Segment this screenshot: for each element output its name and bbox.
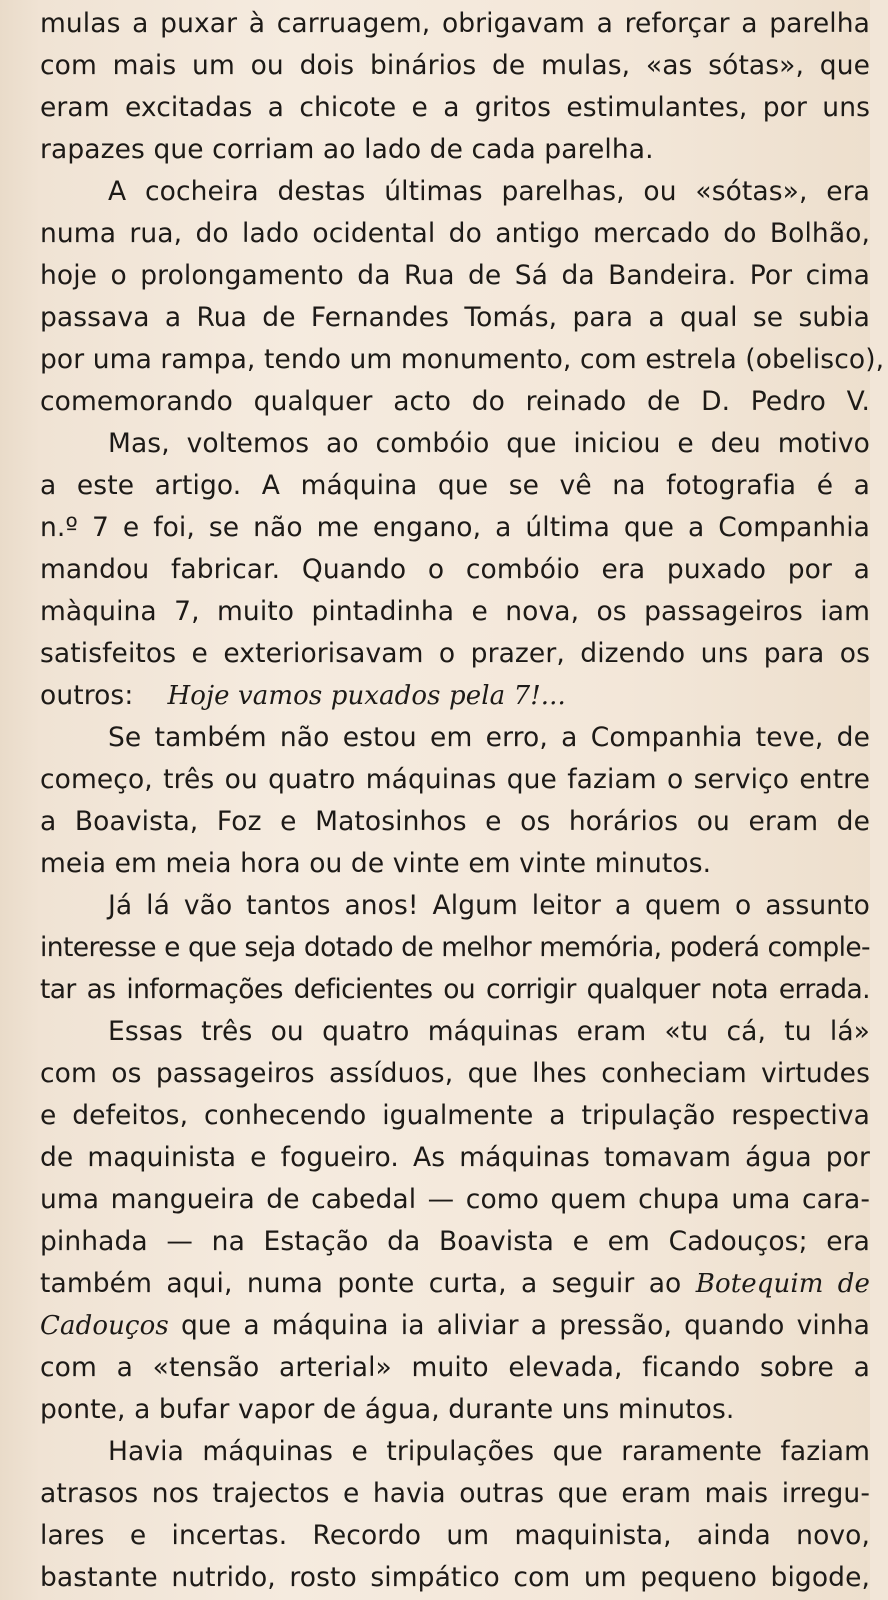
text-line: começo, três ou quatro máquinas que faziam o serviço entre xyxy=(40,764,870,795)
text-line: por uma rampa, tendo um monumento, com estrela (obelisco), xyxy=(40,344,885,375)
text-line: n.º 7 e foi, se não me engano, a última que a Companhia xyxy=(40,512,870,543)
text-segment: também aqui, numa ponte curta, a seguir ao xyxy=(40,1268,682,1299)
text-line: interesse e que seja dotado de melhor memória, poderá comple- xyxy=(40,932,870,963)
text-line: a Boavista, Foz e Matosinhos e os horários ou eram de xyxy=(40,806,870,837)
text-line: hoje o prolongamento da Rua de Sá da Bandeira. Por cima xyxy=(40,260,870,291)
text-line: uma mangueira de cabedal — como quem chupa uma cara- xyxy=(40,1184,870,1215)
italic-place-name: Cadouços xyxy=(40,1311,169,1341)
text-line: a este artigo. A máquina que se vê na fotografia é a xyxy=(40,470,870,501)
text-line: numa rua, do lado ocidental do antigo mercado do Bolhão, xyxy=(40,218,870,249)
text-line: lares e incertas. Recordo um maquinista, ainda novo, xyxy=(40,1520,870,1551)
text-line: tar as informações deficientes ou corrigir qualquer nota errada. xyxy=(40,974,870,1005)
text-line: màquina 7, muito pintadinha e nova, os passageiros iam xyxy=(40,596,870,627)
text-line: com mais um ou dois binários de mulas, «as sótas», que xyxy=(40,50,870,81)
text-line: passava a Rua de Fernandes Tomás, para a qual se subia xyxy=(40,302,870,333)
text-line: com a «tensão arterial» muito elevada, ficando sobre a xyxy=(40,1352,870,1383)
text-line: atrasos nos trajectos e havia outras que eram mais irregu- xyxy=(40,1478,870,1509)
text-line: pinhada — na Estação da Boavista e em Cadouços; era xyxy=(40,1226,870,1257)
page-margin xyxy=(0,0,40,1600)
text-line: com os passageiros assíduos, que lhes conheciam virtudes xyxy=(40,1058,870,1089)
text-line xyxy=(40,1306,870,1346)
text-line: mandou fabricar. Quando o combóio era puxado por a xyxy=(40,554,870,585)
book-page xyxy=(40,0,885,1600)
italic-place-name: Botequim de xyxy=(695,1269,870,1299)
text-segment: que a máquina ia aliviar a pressão, quando vinha xyxy=(180,1310,870,1341)
text-line: meia em meia hora ou de vinte em vinte minutos. xyxy=(40,848,712,879)
text-line: e defeitos, conhecendo igualmente a tripulação respectiva xyxy=(40,1100,870,1131)
paragraph-first-line: Havia máquinas e tripulações que raramente faziam xyxy=(108,1436,870,1467)
text-line: mulas a puxar à carruagem, obrigavam a reforçar a parelha xyxy=(40,8,870,39)
text-line: ponte, a bufar vapor de água, durante uns minutos. xyxy=(40,1394,735,1425)
text-line: satisfeitos e exteriorisavam o prazer, dizendo uns para os xyxy=(40,638,870,669)
text-line: de maquinista e fogueiro. As máquinas tomavam água por xyxy=(40,1142,870,1173)
text-line: rapazes que corriam ao lado de cada parelha. xyxy=(40,134,654,165)
paragraph-first-line: Mas, voltemos ao combóio que iniciou e deu motivo xyxy=(108,428,870,459)
text-line: comemorando qualquer acto do reinado de D. Pedro V. xyxy=(40,386,870,417)
paragraph-first-line: A cocheira destas últimas parelhas, ou «sótas», era xyxy=(108,176,870,207)
text-line: bastante nutrido, rosto simpático com um pequeno bigode, xyxy=(40,1562,870,1593)
text-line xyxy=(40,1264,870,1304)
paragraph-first-line: Essas três ou quatro máquinas eram «tu cá, tu lá» xyxy=(108,1016,870,1047)
paragraph-first-line: Já lá vão tantos anos! Algum leitor a quem o assunto xyxy=(108,890,870,921)
text-line: eram excitadas a chicote e a gritos estimulantes, por uns xyxy=(40,92,870,123)
text-line xyxy=(40,676,870,716)
quote-lead: outros: xyxy=(40,680,134,711)
paragraph-first-line: Se também não estou em erro, a Companhia teve, de xyxy=(108,722,870,753)
italic-quote: Hoje vamos puxados pela 7!... xyxy=(167,681,566,711)
